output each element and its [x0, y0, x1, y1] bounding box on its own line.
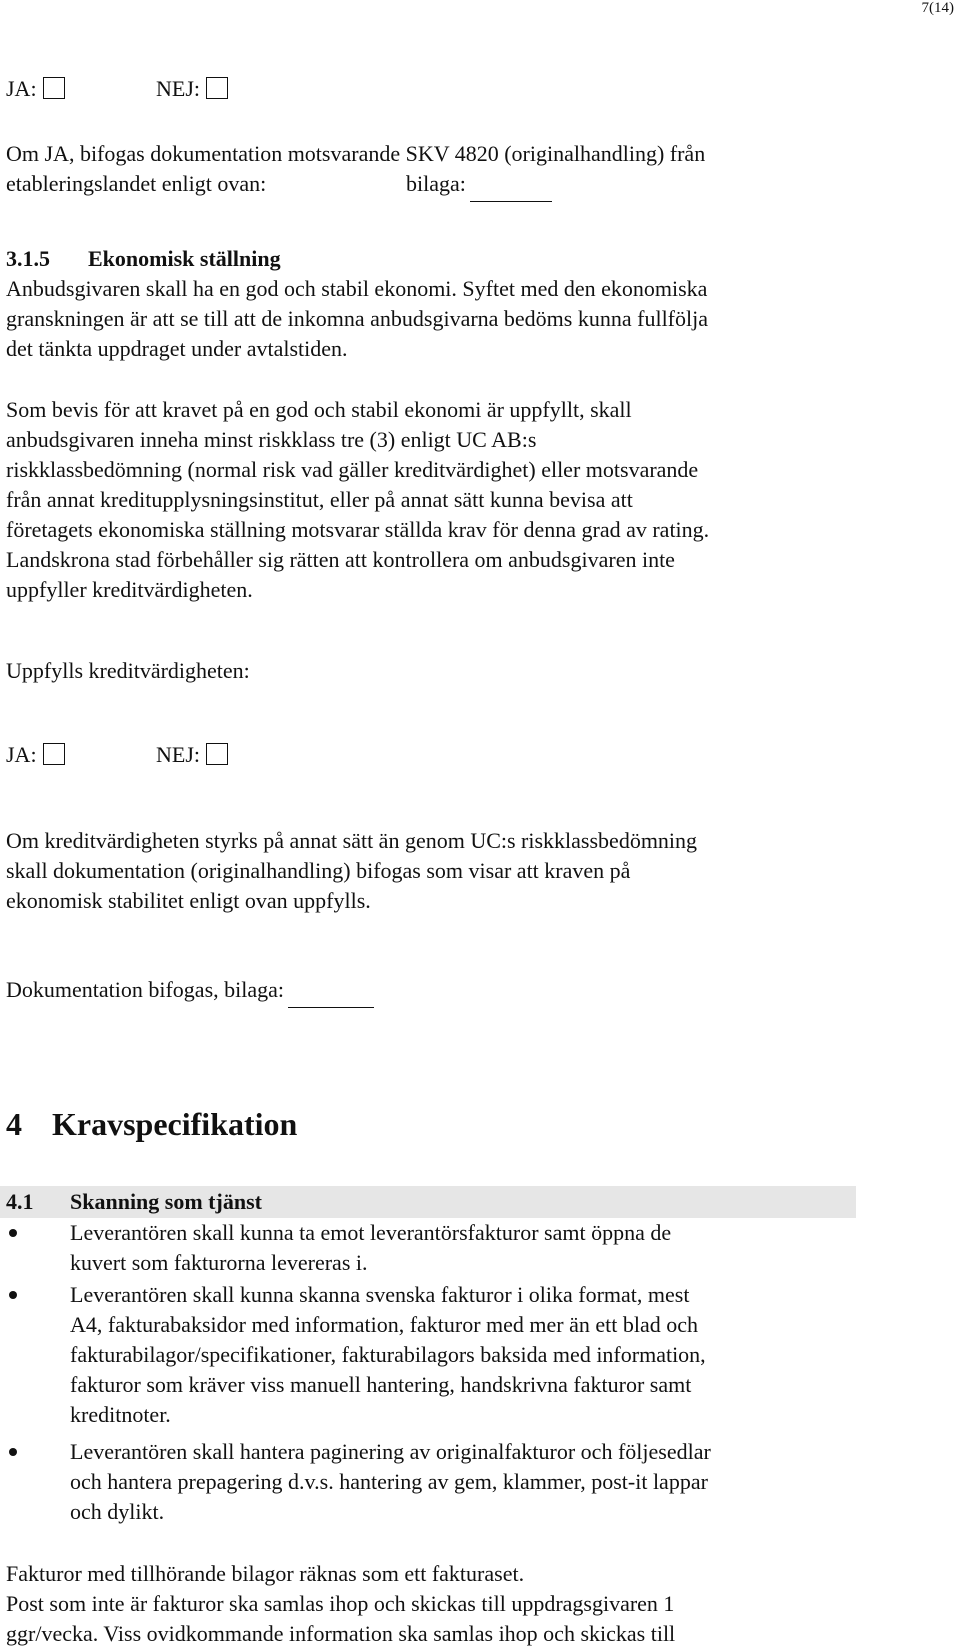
attachment-field-1	[406, 169, 552, 202]
closing-line-3: ggr/vecka. Viss ovidkommande information ska samlas ihop och skickas till	[6, 1621, 676, 1646]
no-option-2	[156, 740, 228, 770]
bullet-3-line-2: och hantera prepagering d.v.s. hantering av gem, klammer, post-it lappar	[70, 1469, 708, 1494]
para2-line-2: anbudsgivaren inneha minst riskklass tre (3) enligt UC AB:s	[6, 427, 537, 452]
chapter-4-number: 4	[6, 1106, 22, 1142]
bullet-2-line-2: A4, fakturabaksidor med information, fakturor med mer än ett blad och	[70, 1312, 699, 1337]
attachment-blank-1[interactable]	[470, 171, 552, 202]
bullet-2-line-4: fakturor som kräver viss manuell hantering, handskrivna fakturor samt	[70, 1372, 692, 1397]
para1-line-3: det tänkta uppdraget under avtalstiden.	[6, 336, 348, 361]
para3-line-1: Om kreditvärdigheten styrks på annat sätt än genom UC:s riskklassbedömning	[6, 828, 698, 853]
bullet-2-line-1: Leverantören skall kunna skanna svenska fakturor i olika format, mest	[70, 1282, 690, 1307]
doc-intro-line-2: etableringslandet enligt ovan:	[6, 171, 267, 196]
section-4-1-title: Skanning som tjänst	[70, 1189, 262, 1214]
bullet-1-line-2: kuvert som fakturorna levereras i.	[70, 1250, 368, 1275]
para1-line-1: Anbudsgivaren skall ha en god och stabil ekonomi. Syftet med den ekonomiska	[6, 276, 708, 301]
bullet-1-line-1: Leverantören skall kunna ta emot leverantörsfakturor samt öppna de	[70, 1220, 672, 1245]
closing-line-1: Fakturor med tillhörande bilagor räknas som ett fakturaset.	[6, 1561, 525, 1586]
para2-line-5: företagets ekonomiska ställning motsvarar ställda krav för denna grad av rating.	[6, 517, 710, 542]
section-3-1-5-number: 3.1.5	[6, 246, 50, 271]
para3-line-2: skall dokumentation (originalhandling) bifogas som visar att kraven på	[6, 858, 631, 883]
para2-line-1: Som bevis för att kravet på en god och stabil ekonomi är uppfyllt, skall	[6, 397, 632, 422]
bullet-3-line-3: och dylikt.	[70, 1499, 165, 1524]
no-label-1: NEJ:	[156, 76, 200, 101]
page-number: 7(14)	[921, 0, 954, 16]
yes-option-2	[6, 740, 65, 770]
para3-line-3: ekonomisk stabilitet enligt ovan uppfylls.	[6, 888, 371, 913]
no-checkbox-1[interactable]	[206, 77, 228, 99]
yes-checkbox-1[interactable]	[43, 77, 65, 99]
yes-checkbox-2[interactable]	[43, 743, 65, 765]
yes-label-2: JA:	[6, 742, 37, 767]
creditworthiness-question: Uppfylls kreditvärdigheten:	[6, 658, 250, 683]
doc-intro-line-1: Om JA, bifogas dokumentation motsvarande SKV 4820 (originalhandling) från	[6, 141, 706, 166]
bullet-icon	[9, 1448, 17, 1456]
section-4-1-number: 4.1	[6, 1189, 34, 1214]
attachment-label-1: bilaga:	[406, 171, 466, 196]
para2-line-7: uppfyller kreditvärdigheten.	[6, 577, 253, 602]
no-label-2: NEJ:	[156, 742, 200, 767]
attachment-label-2: Dokumentation bifogas, bilaga:	[6, 977, 284, 1002]
chapter-4-title: Kravspecifikation	[52, 1106, 298, 1142]
bullet-2-line-3: fakturabilagor/specifikationer, fakturabilagors baksida med information,	[70, 1342, 706, 1367]
para2-line-6: Landskrona stad förbehåller sig rätten att kontrollera om anbudsgivaren inte	[6, 547, 675, 572]
closing-line-2: Post som inte är fakturor ska samlas ihop och skickas till uppdragsgivaren 1	[6, 1591, 675, 1616]
para1-line-2: granskningen är att se till att de inkomna anbudsgivarna bedöms kunna fullfölja	[6, 306, 708, 331]
attachment-field-2	[6, 975, 374, 1008]
attachment-blank-2[interactable]	[288, 977, 374, 1008]
section-3-1-5-title: Ekonomisk ställning	[88, 246, 281, 271]
bullet-icon	[9, 1229, 17, 1237]
bullet-3-line-1: Leverantören skall hantera paginering av originalfakturor och följesedlar	[70, 1439, 711, 1464]
yes-label-1: JA:	[6, 76, 37, 101]
no-checkbox-2[interactable]	[206, 743, 228, 765]
bullet-icon	[9, 1291, 17, 1299]
bullet-2-line-5: kreditnoter.	[70, 1402, 171, 1427]
no-option-1	[156, 74, 228, 104]
para2-line-3: riskklassbedömning (normal risk vad gäller kreditvärdighet) eller motsvarande	[6, 457, 699, 482]
para2-line-4: från annat kreditupplysningsinstitut, eller på annat sätt kunna bevisa att	[6, 487, 633, 512]
yes-option-1	[6, 74, 65, 104]
